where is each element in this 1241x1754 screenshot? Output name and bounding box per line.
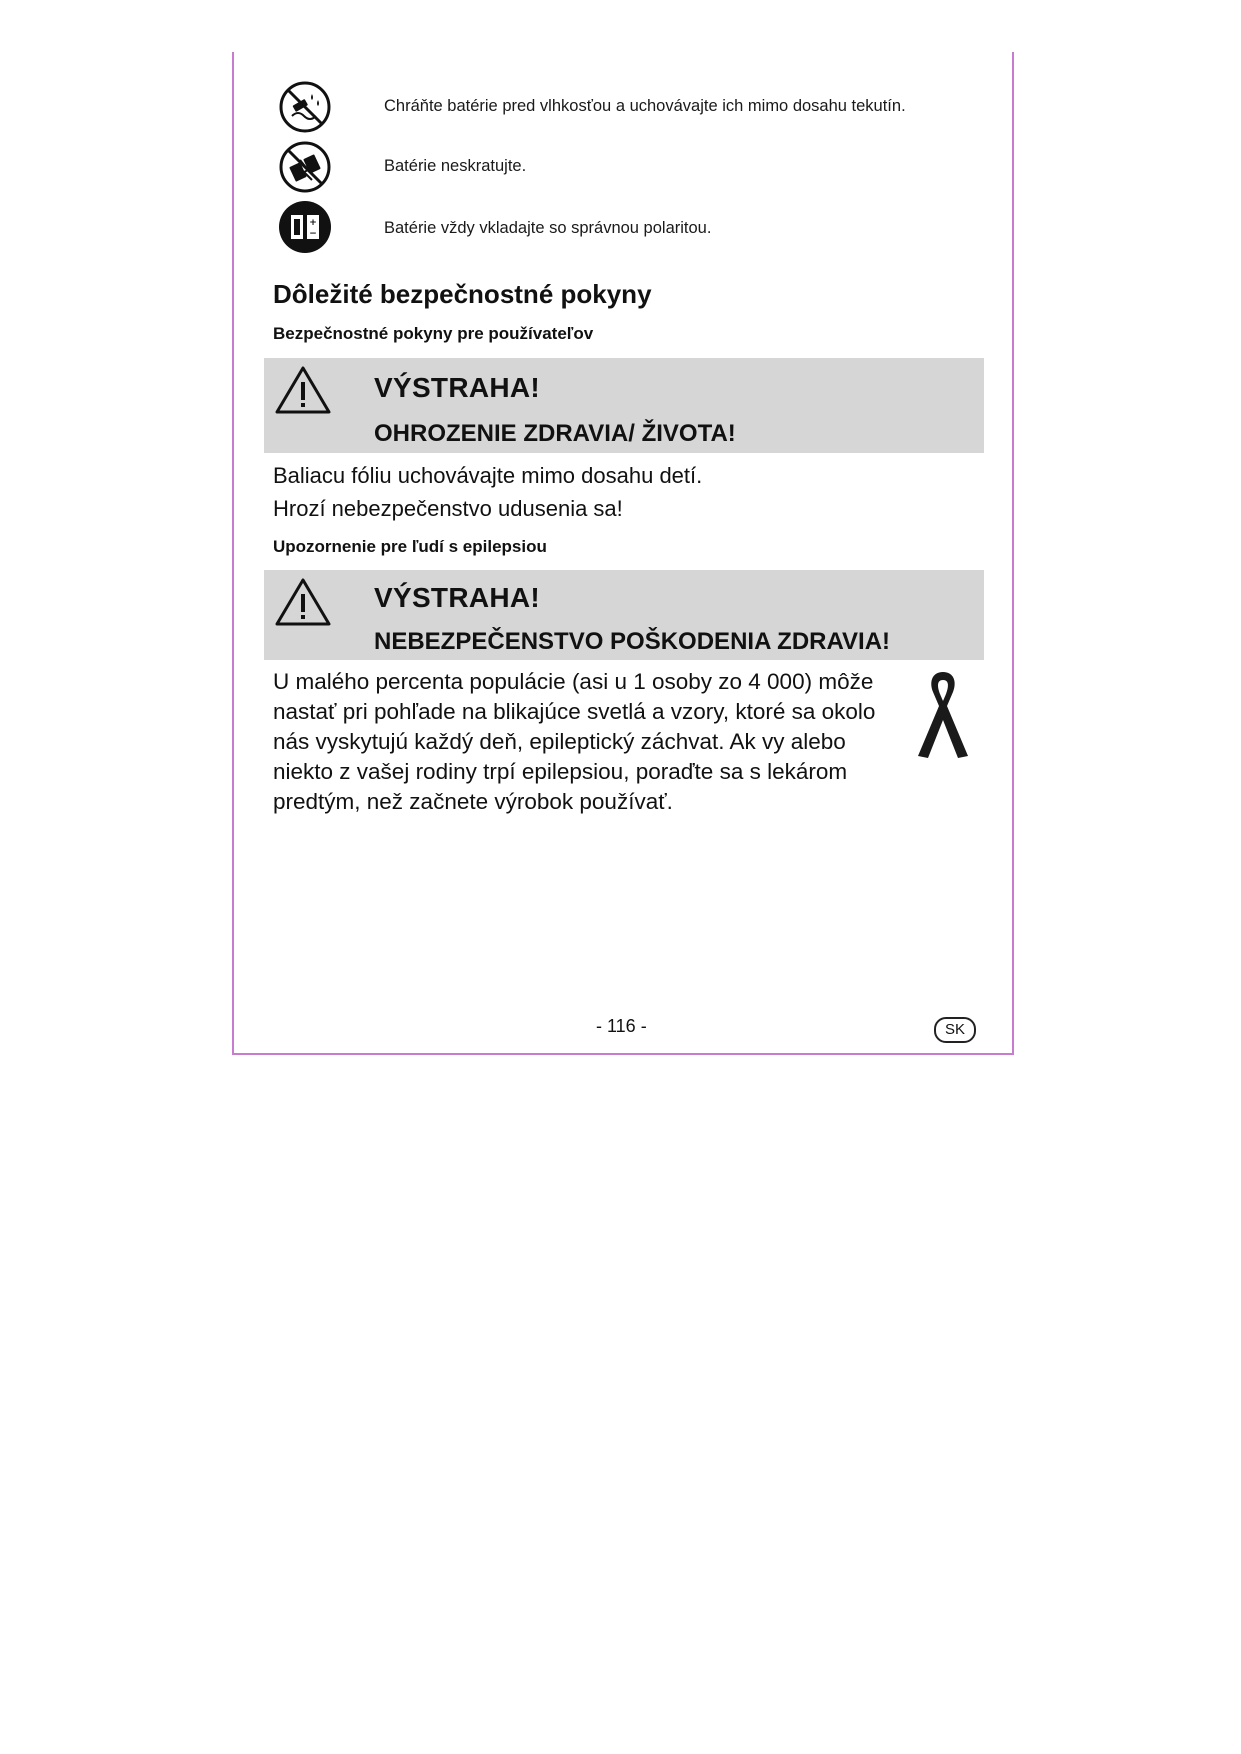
warning-triangle-icon bbox=[274, 576, 332, 628]
warning-box-user bbox=[264, 358, 984, 453]
battery-note-polarity bbox=[278, 200, 712, 254]
battery-note-short-circuit bbox=[278, 140, 527, 194]
svg-text:+: + bbox=[309, 218, 317, 228]
battery-note-text: Chráňte batérie pred vlhkosťou a uchovávajte ich mimo dosahu tekutín. bbox=[384, 97, 906, 115]
black-ribbon-icon bbox=[912, 668, 974, 764]
no-short-circuit-icon bbox=[278, 140, 332, 194]
epilepsy-line: predtým, než začnete výrobok používať. bbox=[273, 789, 673, 814]
svg-text:−: − bbox=[309, 229, 317, 239]
battery-note-text: Batérie neskratujte. bbox=[384, 157, 527, 175]
epilepsy-line: U malého percenta populácie (asi u 1 osoby zo 4 000) môže bbox=[273, 669, 874, 694]
warning-subheading: OHROZENIE ZDRAVIA/ ŽIVOTA! bbox=[374, 420, 736, 447]
warning-heading: VÝSTRAHA! bbox=[374, 582, 541, 613]
no-liquid-icon bbox=[278, 80, 332, 134]
battery-note-text: Batérie vždy vkladajte so správnou polaritou. bbox=[384, 219, 712, 237]
epilepsy-subtitle: Upozornenie pre ľudí s epilepsiou bbox=[273, 537, 547, 556]
battery-polarity-icon bbox=[278, 200, 332, 254]
epilepsy-line: niekto z vašej rodiny trpí epilepsiou, poraďte sa s lekárom bbox=[273, 759, 848, 784]
epilepsy-line: nás vyskytujú každý deň, epileptický záchvat. Ak vy alebo bbox=[273, 729, 846, 754]
epilepsy-paragraph bbox=[273, 667, 883, 817]
warning-heading: VÝSTRAHA! bbox=[374, 372, 541, 403]
epilepsy-line: nastať pri pohľade na blikajúce svetlá a vzory, ktoré sa okolo bbox=[273, 699, 876, 724]
warning-triangle-icon bbox=[274, 364, 332, 416]
warning-subheading: NEBEZPEČENSTVO POŠKODENIA ZDRAVIA! bbox=[374, 628, 891, 655]
suffocation-warning-text: Hrozí nebezpečenstvo udusenia sa! bbox=[273, 496, 623, 521]
user-safety-subtitle: Bezpečnostné pokyny pre používateľov bbox=[273, 324, 594, 343]
page-number: - 116 - bbox=[596, 1016, 647, 1036]
language-badge: SK bbox=[934, 1017, 976, 1043]
warning-box-epilepsy bbox=[264, 570, 984, 660]
foil-warning-text: Baliacu fóliu uchovávajte mimo dosahu detí. bbox=[273, 463, 703, 488]
section-title: Dôležité bezpečnostné pokyny bbox=[273, 279, 652, 309]
battery-note-moisture bbox=[278, 80, 906, 134]
